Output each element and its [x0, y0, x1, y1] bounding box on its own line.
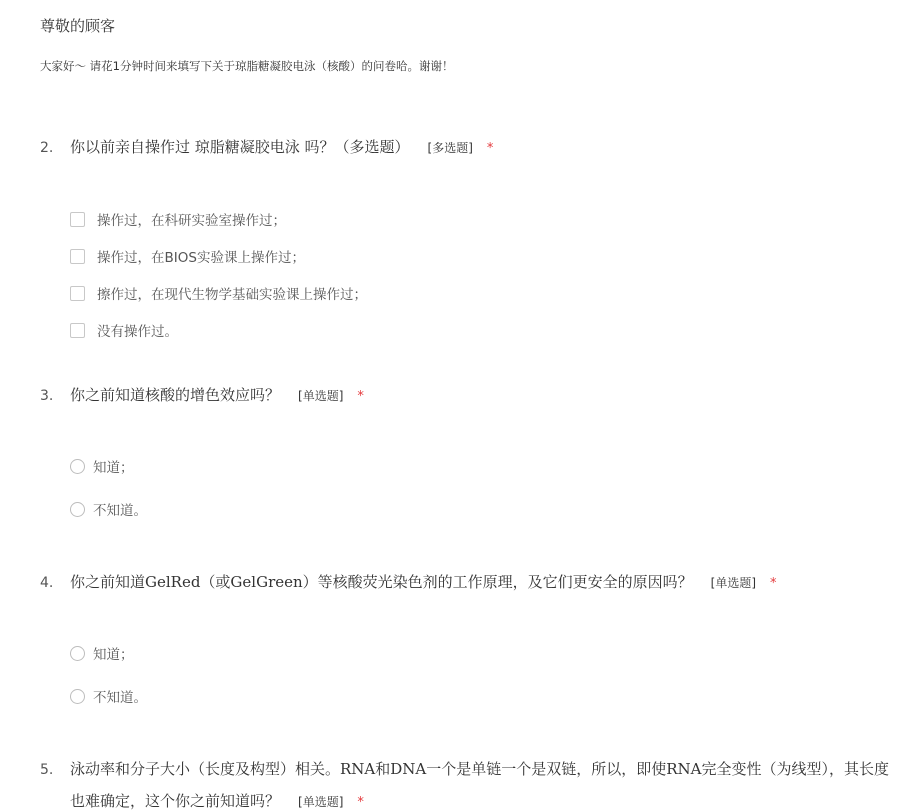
- radio-button[interactable]: [70, 459, 85, 474]
- question-number: 3.: [40, 388, 54, 404]
- option-label: 操作过，在BIOS实验课上操作过；: [97, 250, 305, 266]
- question-text: 你之前知道GelRed（或GelGreen）等核酸荧光染色剂的工作原理，及它们更安全的原因吗？: [70, 573, 693, 591]
- question-2: [40, 136, 900, 157]
- option-label: 不知道。: [93, 690, 147, 706]
- question-3: [40, 384, 900, 405]
- question-number: 4.: [40, 575, 54, 591]
- question-type-label: [单选题]: [298, 795, 344, 809]
- question-4: [40, 571, 900, 592]
- checkbox[interactable]: [70, 323, 85, 338]
- radio-button[interactable]: [70, 646, 85, 661]
- question-5: [40, 758, 900, 779]
- option-label: 操作过，在科研实验室操作过；: [97, 213, 286, 229]
- checkbox[interactable]: [70, 249, 85, 264]
- option-q3-1[interactable]: [70, 456, 134, 476]
- required-mark: *: [357, 795, 364, 810]
- question-number: 5.: [40, 762, 54, 778]
- required-mark: *: [770, 576, 777, 591]
- option-label: 不知道。: [93, 503, 147, 519]
- option-label: 知道；: [93, 460, 134, 476]
- option-q4-1[interactable]: [70, 643, 134, 663]
- question-type-label: [单选题]: [710, 576, 757, 590]
- option-q2-1[interactable]: [70, 209, 286, 229]
- question-title: [40, 571, 900, 592]
- question-type-label: [多选题]: [427, 141, 473, 155]
- option-q2-2[interactable]: [70, 246, 305, 266]
- question-title-continued: [70, 790, 900, 811]
- question-5-continuation: [70, 790, 900, 811]
- option-q3-2[interactable]: [70, 499, 147, 519]
- checkbox[interactable]: [70, 286, 85, 301]
- option-q4-2[interactable]: [70, 686, 147, 706]
- survey-intro: 大家好～ 请花1分钟时间来填写下关于琼脂糖凝胶电泳（核酸）的问卷哈。谢谢！: [40, 59, 454, 73]
- question-text: 你以前亲自操作过 琼脂糖凝胶电泳 吗？（多选题）: [70, 138, 410, 156]
- option-label: 知道；: [93, 647, 134, 663]
- question-text-continued: 也难确定，这个你之前知道吗？: [70, 792, 281, 810]
- question-title: [40, 136, 900, 157]
- question-title: [40, 384, 900, 405]
- checkbox[interactable]: [70, 212, 85, 227]
- question-type-label: [单选题]: [298, 389, 344, 403]
- question-number: 2.: [40, 140, 54, 156]
- option-q2-3[interactable]: [70, 283, 367, 303]
- radio-button[interactable]: [70, 689, 85, 704]
- question-title: [40, 758, 900, 779]
- required-mark: *: [486, 141, 494, 156]
- question-text: 泳动率和分子大小（长度及构型）相关。RNA和DNA一个是单链一个是双链，所以，即使RNA完全变性（为线型），其长度: [70, 760, 889, 778]
- required-mark: *: [357, 389, 364, 404]
- option-q2-4[interactable]: [70, 320, 178, 340]
- option-label: 擦作过，在现代生物学基础实验课上操作过；: [97, 287, 367, 303]
- radio-button[interactable]: [70, 502, 85, 517]
- option-label: 没有操作过。: [97, 324, 178, 340]
- question-text: 你之前知道核酸的增色效应吗？: [70, 386, 281, 404]
- survey-greeting: 尊敬的顾客: [40, 17, 116, 35]
